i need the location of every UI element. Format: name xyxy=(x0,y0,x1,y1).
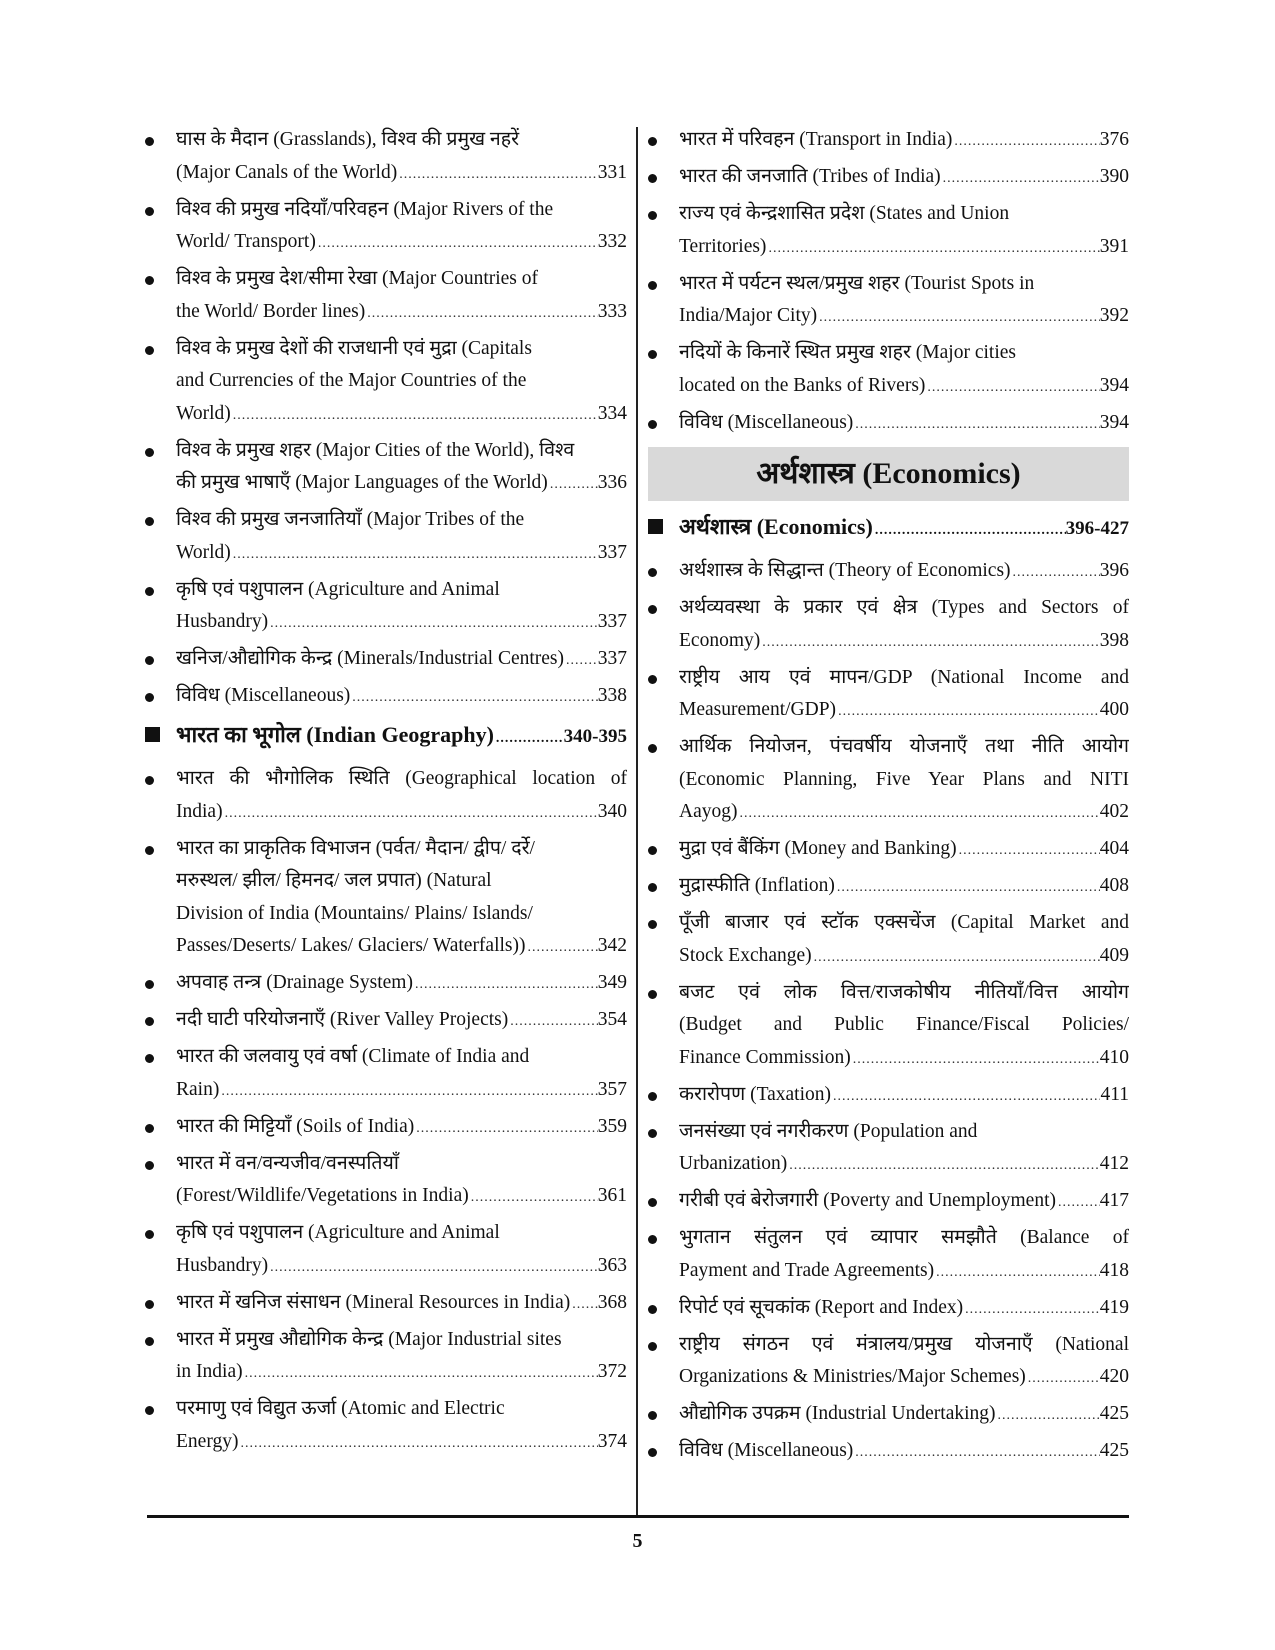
entry-title-last-line: in India) xyxy=(176,1361,243,1382)
toc-entry[interactable] xyxy=(145,1004,627,1039)
entry-title-last-line: World) xyxy=(176,541,231,563)
toc-section-heading[interactable] xyxy=(145,717,627,757)
page-ref: 394 xyxy=(1099,374,1129,396)
square-bullet-icon xyxy=(145,727,160,742)
page-ref: 334 xyxy=(597,402,627,424)
dot-leader xyxy=(1011,557,1100,590)
bullet-icon xyxy=(648,1092,657,1101)
toc-entry[interactable] xyxy=(145,194,627,261)
entry-title-line: आर्थिक नियोजन, पंचवर्षीय योजनाएँ तथा नीति आयोग xyxy=(679,736,1129,757)
page-ref: 337 xyxy=(597,648,627,669)
dot-leader xyxy=(268,608,598,641)
page-ref: 340-395 xyxy=(563,726,627,747)
entry-title-line: परमाणु एवं विद्युत ऊर्जा (Atomic and Electric xyxy=(176,1398,505,1419)
dot-leader xyxy=(469,1182,598,1215)
entry-title-last-line: Stock Exchange) xyxy=(679,944,812,966)
bullet-icon xyxy=(648,174,657,183)
dot-leader xyxy=(231,539,598,572)
bullet-icon xyxy=(648,1129,657,1138)
page-ref: 420 xyxy=(1099,1366,1129,1387)
dot-leader xyxy=(413,969,598,1002)
bullet-icon xyxy=(648,568,657,577)
dot-leader xyxy=(873,513,1066,549)
bullet-icon xyxy=(648,990,657,999)
entry-title-last-line: भारत में परिवहन (Transport in India) xyxy=(679,129,953,150)
entry-title-last-line: रिपोर्ट एवं सूचकांक (Report and Index) xyxy=(679,1296,964,1318)
page-ref: 392 xyxy=(1099,305,1129,326)
entry-title-line: मरुस्थल/ झील/ हिमनद/ जल प्रपात) (Natural xyxy=(176,870,492,891)
dot-leader xyxy=(957,835,1100,868)
dot-leader xyxy=(238,1428,597,1461)
dot-leader xyxy=(817,302,1100,335)
page-ref: 418 xyxy=(1099,1259,1129,1281)
entry-title-line: राज्य एवं केन्द्रशासित प्रदेश (States and Union xyxy=(679,203,1010,224)
entry-title-line: (Budget and Public Finance/Fiscal Policies/ xyxy=(679,1014,1129,1035)
page-number: 5 xyxy=(632,1530,643,1552)
bullet-icon xyxy=(648,211,657,220)
toc-entry[interactable] xyxy=(648,1329,1129,1396)
section-title-band: अर्थशास्त्र (Economics) xyxy=(648,447,1129,501)
toc-entry[interactable] xyxy=(145,124,627,191)
dot-leader xyxy=(853,409,1099,442)
page-ref: 337 xyxy=(597,611,627,632)
bullet-icon xyxy=(648,605,657,614)
bullet-icon xyxy=(145,980,154,989)
toc-entry[interactable] xyxy=(145,504,627,571)
column-divider xyxy=(636,127,638,1517)
entry-title-line: भारत में प्रमुख औद्योगिक केन्द्र (Major Industrial sites xyxy=(176,1328,562,1350)
page-ref: 396-427 xyxy=(1065,518,1129,539)
entry-title-last-line: भारत का भूगोल (Indian Geography) xyxy=(176,722,494,747)
page-ref: 349 xyxy=(597,972,627,993)
bullet-icon xyxy=(145,1124,154,1133)
toc-entry[interactable] xyxy=(648,555,1129,590)
toc-entry[interactable] xyxy=(145,1287,627,1322)
toc-entry[interactable] xyxy=(145,1148,627,1215)
toc-entry[interactable] xyxy=(648,833,1129,868)
page-ref: 408 xyxy=(1099,875,1129,896)
entry-title-last-line: अर्थशास्त्र के सिद्धान्त (Theory of Economics) xyxy=(679,560,1011,581)
entry-title-line: भारत में वन/वन्यजीव/वनस्पतियाँ xyxy=(176,1152,399,1174)
toc-entry[interactable] xyxy=(648,731,1129,831)
entry-title-last-line: औद्योगिक उपक्रम (Industrial Undertaking) xyxy=(679,1403,996,1424)
toc-entry[interactable] xyxy=(145,763,627,830)
bullet-icon xyxy=(648,1448,657,1457)
dot-leader xyxy=(853,1437,1099,1470)
page-ref: 336 xyxy=(597,472,627,493)
entry-title-last-line: भारत की जनजाति (Tribes of India) xyxy=(679,166,941,187)
toc-entry[interactable] xyxy=(648,161,1129,196)
toc-entry[interactable] xyxy=(648,1079,1129,1114)
entry-title-last-line: भारत में खनिज संसाधन (Mineral Resources in India) xyxy=(176,1291,571,1313)
entry-title-line: भारत की जलवायु एवं वर्षा (Climate of India and xyxy=(176,1046,530,1067)
entry-title-line: भारत में पर्यटन स्थल/प्रमुख शहर (Tourist Spots in xyxy=(679,272,1035,294)
toc-entry[interactable] xyxy=(145,1111,627,1146)
entry-title-last-line: World) xyxy=(176,402,231,424)
toc-entry[interactable] xyxy=(145,680,627,715)
bullet-icon xyxy=(145,346,154,355)
toc-entry[interactable] xyxy=(648,1435,1129,1470)
entry-title-last-line: गरीबी एवं बेरोजगारी (Poverty and Unemployment) xyxy=(679,1190,1056,1211)
bullet-icon xyxy=(145,587,154,596)
bullet-icon xyxy=(648,675,657,684)
dot-leader xyxy=(1026,1363,1100,1396)
entry-title-line: Division of India (Mountains/ Plains/ Islands/ xyxy=(176,902,533,924)
toc-entry[interactable] xyxy=(648,1116,1129,1183)
toc-entry[interactable] xyxy=(648,407,1129,442)
bullet-icon xyxy=(648,744,657,753)
dot-leader xyxy=(526,932,598,965)
entry-title-line: भारत का प्राकृतिक विभाजन (पर्वत/ मैदान/ द्वीप/ दर्रे/ xyxy=(176,837,535,859)
entry-title-last-line: Measurement/GDP) xyxy=(679,699,837,720)
toc-entry[interactable] xyxy=(145,833,627,965)
entry-title-last-line: Rain) xyxy=(176,1078,220,1100)
entry-title-line: घास के मैदान (Grasslands), विश्व की प्रमुख नहरें xyxy=(176,129,520,150)
dot-leader xyxy=(963,1294,1100,1327)
entry-title-last-line: (Major Canals of the World) xyxy=(176,161,398,183)
dot-leader xyxy=(365,298,598,331)
page-ref: 412 xyxy=(1099,1153,1129,1174)
dot-leader xyxy=(787,1150,1099,1183)
toc-entry[interactable] xyxy=(648,1222,1129,1289)
toc-entry[interactable] xyxy=(648,198,1129,265)
page-ref: 368 xyxy=(597,1291,627,1313)
bullet-icon xyxy=(145,656,154,665)
toc-entry[interactable] xyxy=(648,268,1129,335)
page-ref: 333 xyxy=(597,300,627,322)
dot-leader xyxy=(223,798,598,831)
page-ref: 396 xyxy=(1099,560,1129,581)
entry-title-last-line: World/ Transport) xyxy=(176,231,316,252)
bullet-icon xyxy=(648,137,657,146)
bullet-icon xyxy=(648,883,657,892)
dot-leader xyxy=(831,1081,1100,1114)
entry-title-last-line: Energy) xyxy=(176,1430,239,1452)
dot-leader xyxy=(316,228,598,261)
dot-leader xyxy=(766,233,1099,266)
toc-entry[interactable] xyxy=(145,967,627,1002)
page-ref: 402 xyxy=(1099,801,1129,822)
entry-title-last-line: Organizations & Ministries/Major Schemes) xyxy=(679,1366,1026,1387)
footer-rule xyxy=(147,1515,1129,1518)
entry-title-line: विश्व की प्रमुख जनजातियाँ (Major Tribes of the xyxy=(176,509,525,530)
bullet-icon xyxy=(648,1411,657,1420)
entry-title-last-line: Passes/Deserts/ Lakes/ Glaciers/ Waterfalls)) xyxy=(176,935,526,956)
toc-entry[interactable] xyxy=(145,1393,627,1460)
dot-leader xyxy=(996,1400,1100,1433)
bullet-icon xyxy=(145,1017,154,1026)
dot-leader xyxy=(564,645,598,678)
page-ref: 331 xyxy=(597,161,627,183)
entry-title-last-line: विविध (Miscellaneous) xyxy=(679,411,854,433)
dot-leader xyxy=(925,372,1099,405)
toc-entry[interactable] xyxy=(648,337,1129,404)
entry-title-line: विश्व के प्रमुख देशों की राजधानी एवं मुद्रा (Capitals xyxy=(176,337,532,359)
entry-title-last-line: the World/ Border lines) xyxy=(176,300,366,322)
page-ref: 354 xyxy=(597,1009,627,1030)
bullet-icon xyxy=(648,1342,657,1351)
entry-title-line: and Currencies of the Major Countries of the xyxy=(176,370,527,391)
bullet-icon xyxy=(145,1230,154,1239)
page-ref: 425 xyxy=(1099,1440,1129,1461)
entry-title-last-line: located on the Banks of Rivers) xyxy=(679,374,926,396)
toc-entry[interactable] xyxy=(648,1185,1129,1220)
entry-title-line: बजट एवं लोक वित्त/राजकोषीय नीतियाँ/वित्त आयोग xyxy=(679,981,1129,1003)
entry-title-last-line: Finance Commission) xyxy=(679,1046,851,1068)
page-ref: 391 xyxy=(1099,235,1129,257)
entry-title-last-line: India/Major City) xyxy=(679,305,818,326)
toc-entry[interactable] xyxy=(648,977,1129,1077)
entry-title-line: भुगतान संतुलन एवं व्यापार समझौते (Balance of xyxy=(679,1227,1129,1248)
bullet-icon xyxy=(648,920,657,929)
bullet-icon xyxy=(648,846,657,855)
dot-leader xyxy=(851,1044,1100,1077)
toc-section-heading[interactable] xyxy=(648,509,1129,549)
toc-entry[interactable] xyxy=(145,263,627,330)
entry-title-line: राष्ट्रीय आय एवं मापन/GDP (National Income and xyxy=(679,666,1129,688)
bullet-icon xyxy=(648,1305,657,1314)
entry-title-last-line: नदी घाटी परियोजनाएँ (River Valley Projects) xyxy=(176,1009,509,1030)
bullet-icon xyxy=(145,137,154,146)
toc-entry[interactable] xyxy=(648,1292,1129,1327)
bullet-icon xyxy=(648,281,657,290)
page-ref: 342 xyxy=(597,935,627,956)
entry-title-last-line: Territories) xyxy=(679,235,767,257)
entry-title-line: (Economic Planning, Five Year Plans and NITI xyxy=(679,768,1129,790)
dot-leader xyxy=(836,696,1100,729)
entry-title-last-line: (Forest/Wildlife/Vegetations in India) xyxy=(176,1185,469,1206)
page-ref: 376 xyxy=(1099,129,1129,150)
page-ref: 404 xyxy=(1099,838,1129,859)
dot-leader xyxy=(243,1358,598,1391)
toc-entry[interactable] xyxy=(648,1398,1129,1433)
entry-title-line: कृषि एवं पशुपालन (Agriculture and Animal xyxy=(176,1222,500,1243)
page-ref: 417 xyxy=(1099,1190,1129,1211)
dot-leader xyxy=(414,1113,598,1146)
toc-entry[interactable] xyxy=(145,435,627,502)
entry-title-last-line: अपवाह तन्त्र (Drainage System) xyxy=(176,972,413,993)
entry-title-line: जनसंख्या एवं नगरीकरण (Population and xyxy=(679,1120,978,1142)
bullet-icon xyxy=(648,1235,657,1244)
bullet-icon xyxy=(145,776,154,785)
entry-title-last-line: India) xyxy=(176,800,223,822)
dot-leader xyxy=(812,942,1100,975)
bullet-icon xyxy=(145,1054,154,1063)
entry-title-line: अर्थव्यवस्था के प्रकार एवं क्षेत्र (Types and Sectors of xyxy=(679,597,1129,618)
entry-title-last-line: खनिज/औद्योगिक केन्द्र (Minerals/Industrial Centres) xyxy=(176,648,565,669)
dot-leader xyxy=(952,126,1099,159)
dot-leader xyxy=(570,1289,598,1322)
dot-leader xyxy=(737,798,1099,831)
entry-title-line: नदियों के किनारें स्थित प्रमुख शहर (Major cities xyxy=(679,342,1016,363)
dot-leader xyxy=(548,469,598,502)
dot-leader xyxy=(397,159,598,192)
entry-title-last-line: Husbandry) xyxy=(176,611,269,632)
bullet-icon xyxy=(145,1300,154,1309)
bullet-icon xyxy=(145,693,154,702)
page-ref: 390 xyxy=(1099,166,1129,187)
bullet-icon xyxy=(145,517,154,526)
toc-entry[interactable] xyxy=(648,870,1129,905)
page-ref: 337 xyxy=(597,541,627,563)
page-ref: 400 xyxy=(1099,699,1129,720)
page-ref: 398 xyxy=(1099,629,1129,651)
page-ref: 411 xyxy=(1100,1083,1129,1105)
toc-entry[interactable] xyxy=(648,592,1129,659)
page-ref: 340 xyxy=(597,800,627,822)
toc-entry[interactable] xyxy=(648,124,1129,159)
dot-leader xyxy=(494,721,564,757)
bullet-icon xyxy=(145,448,154,457)
dot-leader xyxy=(760,627,1100,660)
page-ref: 363 xyxy=(597,1254,627,1276)
toc-right-column xyxy=(648,124,1129,1472)
page-ref: 374 xyxy=(597,1430,627,1452)
bullet-icon xyxy=(145,207,154,216)
page-ref: 359 xyxy=(597,1115,627,1137)
dot-leader xyxy=(941,163,1100,196)
bullet-icon xyxy=(145,1337,154,1346)
toc-entry[interactable] xyxy=(145,1041,627,1108)
dot-leader xyxy=(508,1006,598,1039)
toc-entry[interactable] xyxy=(648,907,1129,974)
dot-leader xyxy=(350,682,597,715)
entry-title-line: राष्ट्रीय संगठन एवं मंत्रालय/प्रमुख योजनाएँ (National xyxy=(679,1333,1129,1355)
entry-title-line: भारत की भौगोलिक स्थिति (Geographical location of xyxy=(176,768,627,789)
toc-entry[interactable] xyxy=(145,1217,627,1284)
entry-title-last-line: की प्रमुख भाषाएँ (Major Languages of the World) xyxy=(176,472,548,493)
entry-title-line: विश्व के प्रमुख शहर (Major Cities of the World), विश्व xyxy=(176,439,575,461)
bullet-icon xyxy=(648,420,657,429)
toc-left-column xyxy=(145,124,627,1463)
entry-title-line: विश्व की प्रमुख नदियाँ/परिवहन (Major Rivers of the xyxy=(176,198,554,220)
entry-title-last-line: मुद्रा एवं बैंकिंग (Money and Banking) xyxy=(679,838,957,859)
entry-title-line: कृषि एवं पशुपालन (Agriculture and Animal xyxy=(176,578,500,600)
page-ref: 357 xyxy=(597,1078,627,1100)
entry-title-last-line: Economy) xyxy=(679,629,761,651)
page-ref: 425 xyxy=(1099,1403,1129,1424)
dot-leader xyxy=(231,400,598,433)
entry-title-line: विश्व के प्रमुख देश/सीमा रेखा (Major Countries of xyxy=(176,268,539,289)
page-ref: 338 xyxy=(597,685,627,706)
bullet-icon xyxy=(145,1406,154,1415)
entry-title-last-line: विविध (Miscellaneous) xyxy=(176,685,351,706)
page-ref: 361 xyxy=(597,1185,627,1206)
entry-title-last-line: Aayog) xyxy=(679,801,738,822)
entry-title-last-line: Payment and Trade Agreements) xyxy=(679,1259,935,1281)
entry-title-last-line: मुद्रास्फीति (Inflation) xyxy=(679,875,835,896)
dot-leader xyxy=(268,1252,598,1285)
entry-title-last-line: विविध (Miscellaneous) xyxy=(679,1440,854,1461)
entry-title-last-line: अर्थशास्त्र (Economics) xyxy=(679,514,873,539)
entry-title-line: पूँजी बाजार एवं स्टॉक एक्सचेंज (Capital Market and xyxy=(679,912,1129,933)
page-ref: 332 xyxy=(597,231,627,252)
page-ref: 410 xyxy=(1099,1046,1129,1068)
page-ref: 372 xyxy=(597,1361,627,1382)
dot-leader xyxy=(219,1076,597,1109)
bullet-icon xyxy=(145,1161,154,1170)
toc-entry[interactable] xyxy=(648,662,1129,729)
square-bullet-icon xyxy=(648,519,663,534)
dot-leader xyxy=(835,872,1100,905)
entry-title-last-line: भारत की मिट्टियाँ (Soils of India) xyxy=(176,1115,415,1137)
page-ref: 409 xyxy=(1099,944,1129,966)
entry-title-last-line: Urbanization) xyxy=(679,1153,788,1174)
bullet-icon xyxy=(648,350,657,359)
page-ref: 394 xyxy=(1099,411,1129,433)
page-ref: 419 xyxy=(1099,1296,1129,1318)
toc-entry[interactable] xyxy=(145,643,627,678)
bullet-icon xyxy=(145,846,154,855)
toc-entry[interactable] xyxy=(145,1324,627,1391)
dot-leader xyxy=(1056,1187,1100,1220)
toc-entry[interactable] xyxy=(145,333,627,433)
entry-title-last-line: Husbandry) xyxy=(176,1254,269,1276)
bullet-icon xyxy=(648,1198,657,1207)
dot-leader xyxy=(934,1257,1100,1290)
bullet-icon xyxy=(145,276,154,285)
toc-entry[interactable] xyxy=(145,574,627,641)
entry-title-last-line: करारोपण (Taxation) xyxy=(679,1083,832,1105)
